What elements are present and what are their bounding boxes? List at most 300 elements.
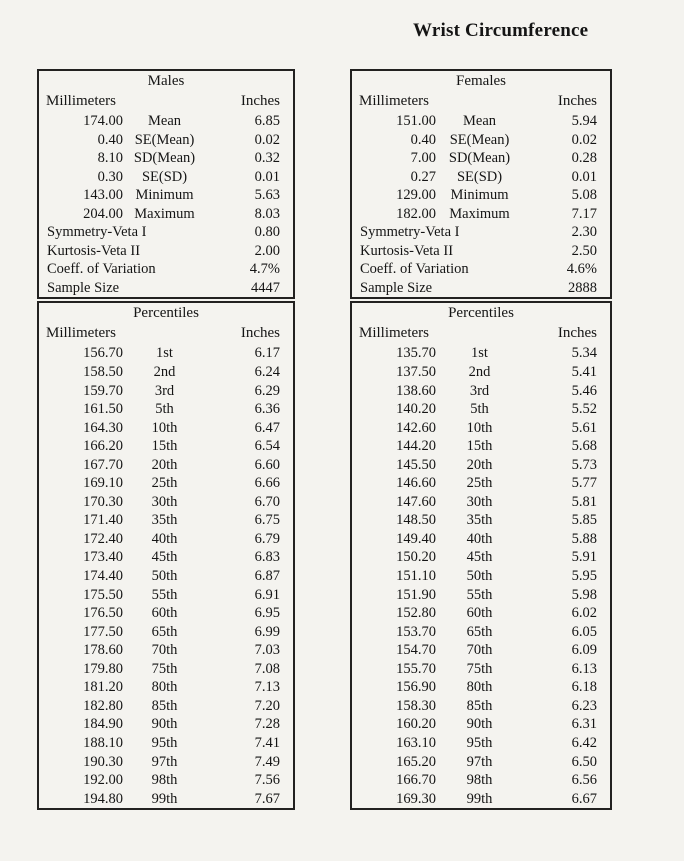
percentile-row (352, 753, 610, 772)
percentile-row (352, 567, 610, 586)
males-stats-title: Males (147, 73, 185, 89)
stat-millimeters-value: 143.00 (83, 187, 123, 204)
summary-row (352, 223, 610, 242)
percentile-rank: 30th (466, 493, 493, 510)
stat-inches-value: 0.01 (571, 168, 597, 185)
percentile-inches-value: 6.42 (571, 734, 597, 751)
percentile-millimeters-value: 182.80 (83, 697, 123, 714)
stat-inches-value: 0.28 (571, 150, 597, 167)
percentile-millimeters-value: 161.50 (83, 401, 123, 418)
percentile-row (352, 511, 610, 530)
percentile-millimeters-value: 154.70 (396, 642, 436, 659)
stat-row (352, 112, 610, 131)
percentile-millimeters-value: 150.20 (396, 549, 436, 566)
summary-row (352, 242, 610, 261)
inches-header: Inches (240, 93, 280, 109)
percentile-inches-value: 6.23 (571, 697, 597, 714)
females-stats-column-header (352, 92, 610, 112)
stat-row (39, 168, 293, 187)
stat-row (352, 168, 610, 187)
percentile-millimeters-value: 169.10 (83, 475, 123, 492)
stat-row (39, 149, 293, 168)
percentile-millimeters-value: 153.70 (396, 623, 436, 640)
percentile-inches-value: 6.99 (254, 623, 280, 640)
percentile-row (352, 715, 610, 734)
summary-row (39, 279, 293, 298)
percentile-inches-value: 6.09 (571, 642, 597, 659)
percentile-millimeters-value: 155.70 (396, 660, 436, 677)
stat-millimeters-value: 182.00 (396, 205, 436, 222)
percentile-millimeters-value: 164.30 (83, 419, 123, 436)
stat-label: SE(SD) (141, 168, 188, 185)
percentile-inches-value: 6.95 (254, 605, 280, 622)
percentile-millimeters-value: 173.40 (83, 549, 123, 566)
summary-value: 2.30 (571, 224, 597, 241)
percentile-inches-value: 5.95 (571, 568, 597, 585)
percentile-inches-value: 7.49 (254, 753, 280, 770)
summary-value: 2888 (568, 279, 597, 296)
percentile-inches-value: 7.67 (254, 790, 280, 807)
summary-row (39, 223, 293, 242)
males-stats-box (37, 69, 295, 299)
percentile-inches-value: 7.56 (254, 772, 280, 789)
percentile-inches-value: 5.41 (571, 364, 597, 381)
stat-label: SE(SD) (456, 168, 503, 185)
percentile-row (39, 548, 293, 567)
percentile-rank: 10th (151, 419, 178, 436)
summary-label: Sample Size (47, 279, 120, 296)
percentile-rank: 80th (466, 679, 493, 696)
percentile-row (352, 400, 610, 419)
percentile-row (352, 530, 610, 549)
stat-label: SD(Mean) (133, 150, 196, 167)
summary-label: Symmetry-Veta I (47, 224, 147, 241)
percentile-rank: 99th (466, 790, 493, 807)
stat-label: Minimum (450, 187, 509, 204)
summary-label: Coeff. of Variation (47, 261, 156, 278)
millimeters-header: Millimeters (46, 325, 116, 342)
percentile-rank: 70th (466, 642, 493, 659)
stat-millimeters-value: 0.40 (97, 131, 123, 148)
percentile-rank: 50th (466, 568, 493, 585)
percentile-inches-value: 6.60 (254, 456, 280, 473)
percentile-row (39, 753, 293, 772)
percentile-rank: 1st (471, 345, 488, 362)
percentile-row (352, 771, 610, 790)
stat-row (39, 205, 293, 224)
percentile-millimeters-value: 138.60 (396, 382, 436, 399)
percentile-inches-value: 5.81 (571, 493, 597, 510)
summary-label: Sample Size (360, 279, 433, 296)
percentile-rank: 2nd (468, 364, 491, 381)
males-stats-column-header (39, 92, 293, 112)
stat-label: Maximum (134, 205, 195, 222)
females-percentile-rows (352, 344, 610, 808)
percentile-rank: 99th (151, 790, 178, 807)
percentile-row (39, 790, 293, 809)
percentile-rank: 15th (466, 438, 493, 455)
percentile-millimeters-value: 135.70 (396, 345, 436, 362)
percentile-rank: 80th (151, 679, 178, 696)
percentile-inches-value: 6.87 (254, 568, 280, 585)
stat-millimeters-value: 0.27 (410, 168, 436, 185)
stat-label: SE(Mean) (449, 131, 510, 148)
summary-value: 0.80 (254, 224, 280, 241)
millimeters-header: Millimeters (359, 93, 429, 109)
summary-label: Symmetry-Veta I (360, 224, 460, 241)
percentile-row (39, 734, 293, 753)
percentile-row (352, 474, 610, 493)
percentile-row (39, 344, 293, 363)
percentile-millimeters-value: 163.10 (396, 734, 436, 751)
percentile-rank: 85th (466, 697, 493, 714)
percentile-row (39, 771, 293, 790)
percentile-rank: 40th (151, 530, 178, 547)
percentile-inches-value: 5.91 (571, 549, 597, 566)
percentile-row (352, 586, 610, 605)
percentile-inches-value: 7.03 (254, 642, 280, 659)
percentile-rank: 98th (151, 772, 178, 789)
percentile-inches-value: 7.28 (254, 716, 280, 733)
percentile-row (352, 790, 610, 809)
summary-row (39, 260, 293, 279)
percentile-millimeters-value: 194.80 (83, 790, 123, 807)
summary-value: 2.50 (571, 242, 597, 259)
stat-millimeters-value: 7.00 (410, 150, 436, 167)
percentile-row (39, 623, 293, 642)
percentile-inches-value: 6.05 (571, 623, 597, 640)
percentile-millimeters-value: 152.80 (396, 605, 436, 622)
percentile-inches-value: 6.50 (571, 753, 597, 770)
percentile-inches-value: 6.83 (254, 549, 280, 566)
males-stats-rows (39, 112, 293, 223)
percentile-millimeters-value: 174.40 (83, 568, 123, 585)
percentile-inches-value: 5.85 (571, 512, 597, 529)
percentile-millimeters-value: 151.90 (396, 586, 436, 603)
percentile-row (39, 678, 293, 697)
percentile-row (39, 456, 293, 475)
percentile-row (39, 530, 293, 549)
males-summary-rows (39, 223, 293, 297)
percentile-row (352, 548, 610, 567)
percentile-millimeters-value: 176.50 (83, 605, 123, 622)
stat-label: Maximum (449, 205, 510, 222)
summary-row (352, 279, 610, 298)
percentile-rank: 60th (466, 605, 493, 622)
percentile-rank: 95th (466, 734, 493, 751)
percentile-row (39, 660, 293, 679)
percentile-inches-value: 7.20 (254, 697, 280, 714)
percentile-row (352, 419, 610, 438)
percentile-rank: 25th (466, 475, 493, 492)
stat-inches-value: 5.94 (571, 113, 597, 129)
percentile-rank: 35th (151, 512, 178, 529)
percentile-millimeters-value: 156.70 (83, 345, 123, 362)
percentile-inches-value: 6.17 (254, 345, 280, 362)
percentile-row (352, 456, 610, 475)
percentile-inches-value: 6.70 (254, 493, 280, 510)
percentile-row (39, 641, 293, 660)
stat-label: SD(Mean) (448, 150, 511, 167)
percentile-row (352, 437, 610, 456)
males-percentiles-title: Percentiles (133, 305, 199, 322)
percentile-inches-value: 6.47 (254, 419, 280, 436)
percentile-row (39, 493, 293, 512)
percentile-inches-value: 5.73 (571, 456, 597, 473)
percentile-inches-value: 5.77 (571, 475, 597, 492)
percentile-rank: 97th (466, 753, 493, 770)
percentile-row (39, 363, 293, 382)
summary-row (39, 242, 293, 261)
stat-inches-value: 0.02 (254, 131, 280, 148)
females-table (350, 69, 612, 810)
summary-row (352, 260, 610, 279)
stat-millimeters-value: 174.00 (83, 113, 123, 129)
percentile-row (39, 604, 293, 623)
percentile-rank: 5th (155, 401, 174, 418)
percentile-row (352, 344, 610, 363)
males-percentiles-column-header (39, 324, 293, 344)
percentile-rank: 20th (151, 456, 178, 473)
percentile-millimeters-value: 148.50 (396, 512, 436, 529)
percentile-rank: 40th (466, 530, 493, 547)
percentile-row (39, 382, 293, 401)
stat-millimeters-value: 0.40 (410, 131, 436, 148)
percentile-rank: 98th (466, 772, 493, 789)
stat-row (39, 186, 293, 205)
stat-inches-value: 5.63 (254, 187, 280, 204)
percentile-row (352, 697, 610, 716)
percentile-inches-value: 5.68 (571, 438, 597, 455)
percentile-rank: 95th (151, 734, 178, 751)
summary-label: Coeff. of Variation (360, 261, 469, 278)
percentile-millimeters-value: 184.90 (83, 716, 123, 733)
percentile-inches-value: 6.02 (571, 605, 597, 622)
percentile-millimeters-value: 167.70 (83, 456, 123, 473)
percentile-row (352, 734, 610, 753)
percentile-inches-value: 6.67 (571, 790, 597, 807)
stat-inches-value: 0.32 (254, 150, 280, 167)
stat-inches-value: 6.85 (254, 113, 280, 129)
stat-row (39, 112, 293, 131)
summary-label: Kurtosis-Veta II (47, 242, 141, 259)
millimeters-header: Millimeters (359, 325, 429, 342)
percentile-millimeters-value: 160.20 (396, 716, 436, 733)
percentile-row (39, 400, 293, 419)
percentile-millimeters-value: 171.40 (83, 512, 123, 529)
percentile-rank: 5th (470, 401, 489, 418)
percentile-millimeters-value: 172.40 (83, 530, 123, 547)
summary-value: 2.00 (254, 242, 280, 259)
females-stats-rows (352, 112, 610, 223)
percentile-rank: 25th (151, 475, 178, 492)
percentile-row (39, 474, 293, 493)
millimeters-header: Millimeters (46, 93, 116, 109)
percentile-millimeters-value: 137.50 (396, 364, 436, 381)
percentile-inches-value: 6.18 (571, 679, 597, 696)
percentile-millimeters-value: 140.20 (396, 401, 436, 418)
percentile-rank: 45th (151, 549, 178, 566)
percentile-millimeters-value: 190.30 (83, 753, 123, 770)
percentile-millimeters-value: 156.90 (396, 679, 436, 696)
percentile-millimeters-value: 179.80 (83, 660, 123, 677)
percentile-row (39, 419, 293, 438)
percentile-millimeters-value: 165.20 (396, 753, 436, 770)
percentile-rank: 35th (466, 512, 493, 529)
stat-inches-value: 7.17 (571, 205, 597, 222)
percentile-millimeters-value: 149.40 (396, 530, 436, 547)
percentile-rank: 90th (466, 716, 493, 733)
percentile-millimeters-value: 181.20 (83, 679, 123, 696)
percentile-rank: 50th (151, 568, 178, 585)
inches-header: Inches (557, 325, 597, 342)
percentile-millimeters-value: 144.20 (396, 438, 436, 455)
percentile-millimeters-value: 177.50 (83, 623, 123, 640)
percentile-rank: 97th (151, 753, 178, 770)
percentile-row (352, 623, 610, 642)
percentile-rank: 75th (151, 660, 178, 677)
percentile-inches-value: 7.08 (254, 660, 280, 677)
percentile-row (352, 363, 610, 382)
percentile-rank: 60th (151, 605, 178, 622)
females-percentiles-box (350, 301, 612, 810)
females-stats-title: Females (456, 73, 506, 89)
percentile-rank: 55th (151, 586, 178, 603)
percentile-row (39, 697, 293, 716)
percentile-rank: 2nd (153, 364, 176, 381)
stat-inches-value: 0.02 (571, 131, 597, 148)
stat-row (352, 186, 610, 205)
percentile-millimeters-value: 169.30 (396, 790, 436, 807)
percentile-rank: 45th (466, 549, 493, 566)
stat-inches-value: 5.08 (571, 187, 597, 204)
percentile-millimeters-value: 158.50 (83, 364, 123, 381)
percentile-inches-value: 7.13 (254, 679, 280, 696)
stat-label: Mean (147, 113, 181, 129)
percentile-millimeters-value: 159.70 (83, 382, 123, 399)
females-percentiles-title: Percentiles (448, 305, 514, 322)
percentile-inches-value: 7.41 (254, 734, 280, 751)
percentile-rank: 75th (466, 660, 493, 677)
percentile-inches-value: 6.79 (254, 530, 280, 547)
percentile-inches-value: 6.54 (254, 438, 280, 455)
percentile-millimeters-value: 142.60 (396, 419, 436, 436)
stat-millimeters-value: 0.30 (97, 168, 123, 185)
page-title: Wrist Circumference (413, 20, 589, 41)
summary-label: Kurtosis-Veta II (360, 242, 454, 259)
percentile-inches-value: 6.75 (254, 512, 280, 529)
percentile-millimeters-value: 192.00 (83, 772, 123, 789)
percentile-rank: 3rd (469, 382, 490, 399)
percentile-row (39, 586, 293, 605)
percentile-millimeters-value: 188.10 (83, 734, 123, 751)
percentile-inches-value: 6.56 (571, 772, 597, 789)
percentile-inches-value: 5.52 (571, 401, 597, 418)
males-table (37, 69, 295, 810)
females-stats-box (350, 69, 612, 299)
percentile-rank: 1st (156, 345, 173, 362)
percentile-millimeters-value: 170.30 (83, 493, 123, 510)
stat-millimeters-value: 129.00 (396, 187, 436, 204)
percentile-millimeters-value: 147.60 (396, 493, 436, 510)
percentile-rank: 20th (466, 456, 493, 473)
percentile-inches-value: 5.61 (571, 419, 597, 436)
percentile-row (352, 660, 610, 679)
percentile-rank: 3rd (154, 382, 175, 399)
males-percentile-rows (39, 344, 293, 808)
percentile-rank: 15th (151, 438, 178, 455)
males-percentiles-box (37, 301, 295, 810)
percentile-row (352, 641, 610, 660)
percentile-inches-value: 6.29 (254, 382, 280, 399)
percentile-rank: 90th (151, 716, 178, 733)
percentile-inches-value: 6.66 (254, 475, 280, 492)
summary-value: 4447 (251, 279, 280, 296)
inches-header: Inches (557, 93, 597, 109)
percentile-rank: 65th (466, 623, 493, 640)
summary-value: 4.7% (249, 261, 280, 278)
percentile-inches-value: 6.36 (254, 401, 280, 418)
percentile-row (39, 715, 293, 734)
percentile-inches-value: 5.46 (571, 382, 597, 399)
stat-row (352, 205, 610, 224)
stat-label: SE(Mean) (134, 131, 195, 148)
stat-inches-value: 0.01 (254, 168, 280, 185)
percentile-inches-value: 6.31 (571, 716, 597, 733)
stat-millimeters-value: 8.10 (97, 150, 123, 167)
percentile-row (352, 493, 610, 512)
percentile-millimeters-value: 178.60 (83, 642, 123, 659)
stat-label: Minimum (135, 187, 194, 204)
stat-millimeters-value: 204.00 (83, 205, 123, 222)
percentile-inches-value: 5.88 (571, 530, 597, 547)
stat-inches-value: 8.03 (254, 205, 280, 222)
percentile-row (39, 511, 293, 530)
females-summary-rows (352, 223, 610, 297)
percentile-millimeters-value: 166.70 (396, 772, 436, 789)
percentile-inches-value: 5.34 (571, 345, 597, 362)
percentile-millimeters-value: 151.10 (396, 568, 436, 585)
percentile-millimeters-value: 166.20 (83, 438, 123, 455)
percentile-inches-value: 6.91 (254, 586, 280, 603)
percentile-millimeters-value: 158.30 (396, 697, 436, 714)
percentile-inches-value: 5.98 (571, 586, 597, 603)
percentile-row (39, 437, 293, 456)
percentile-millimeters-value: 146.60 (396, 475, 436, 492)
percentile-rank: 30th (151, 493, 178, 510)
stat-label: Mean (462, 113, 496, 129)
percentile-row (352, 604, 610, 623)
percentile-inches-value: 6.13 (571, 660, 597, 677)
stat-row (352, 149, 610, 168)
percentile-rank: 10th (466, 419, 493, 436)
percentile-rank: 70th (151, 642, 178, 659)
percentile-row (352, 678, 610, 697)
inches-header: Inches (240, 325, 280, 342)
stat-row (39, 131, 293, 150)
percentile-inches-value: 6.24 (254, 364, 280, 381)
stat-millimeters-value: 151.00 (396, 113, 436, 129)
percentile-millimeters-value: 145.50 (396, 456, 436, 473)
females-percentiles-column-header (352, 324, 610, 344)
percentile-rank: 55th (466, 586, 493, 603)
percentile-rank: 65th (151, 623, 178, 640)
percentile-row (352, 382, 610, 401)
stat-row (352, 131, 610, 150)
percentile-rank: 85th (151, 697, 178, 714)
percentile-millimeters-value: 175.50 (83, 586, 123, 603)
percentile-row (39, 567, 293, 586)
